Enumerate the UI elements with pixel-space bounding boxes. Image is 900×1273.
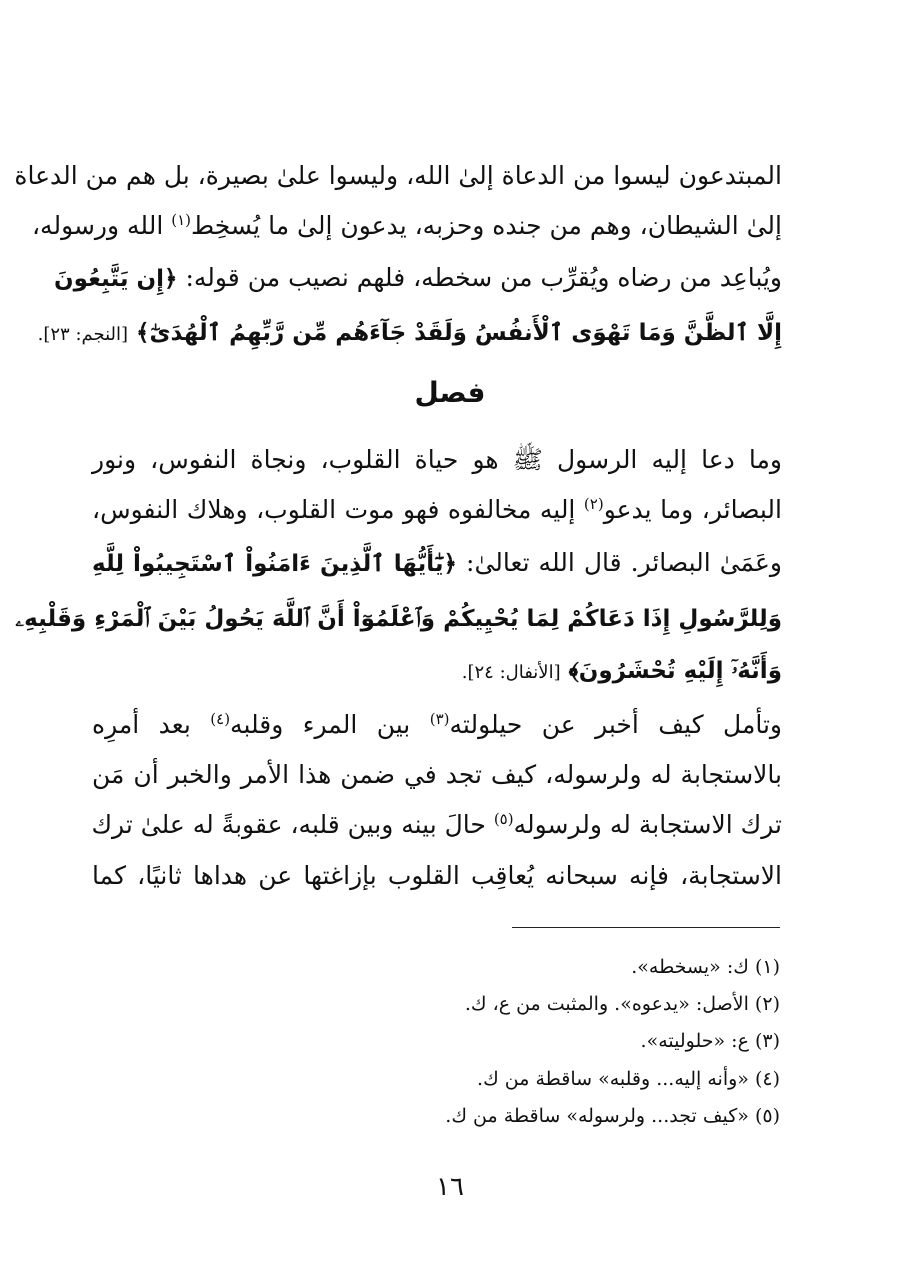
p2-line-1 bbox=[92, 440, 782, 480]
p3-line-2 bbox=[92, 755, 782, 795]
p1-line-3-text: ويُباعِد من رضاه ويُقرِّب من سخطه، فلهم نصيب من قوله: bbox=[185, 263, 782, 292]
p3-line-2-text: بالاستجابة له ولرسوله، كيف تجد في ضمن هذا الأمر والخبر أن مَن bbox=[92, 760, 782, 789]
footnote-5: (٥) «كيف تجد... ولرسوله» ساقطة من ك. bbox=[445, 1105, 780, 1127]
p3-line-3-text-b: حالَ بينه وبين قلبه، عقوبةً له علىٰ ترك bbox=[91, 810, 486, 839]
p1-line-2 bbox=[31, 206, 782, 246]
quran-verse-end: إِلَّا ٱلظَّنَّ وَمَا تَهْوَى ٱلْأَنفُسُ وَلَقَدْ جَآءَهُم مِّن رَّبِّهِمُ ٱلْهُدَىٰٓ﴾ bbox=[136, 320, 782, 346]
footnote-marker-1[interactable]: (١) bbox=[171, 211, 192, 229]
p3-line-1 bbox=[92, 705, 782, 745]
quran-verse-start: ﴿يَٰٓأَيُّهَا ٱلَّذِينَ ءَامَنُواْ ٱسْتَجِيبُواْ لِلَّهِ bbox=[92, 551, 457, 577]
verse-reference: [النجم: ٢٣]. bbox=[37, 324, 129, 345]
p3-line-1-text-b: بين المرء وقلبه bbox=[230, 710, 411, 739]
footnote-marker-2[interactable]: (٢) bbox=[583, 495, 604, 513]
footnote-marker-4[interactable]: (٤) bbox=[210, 710, 231, 728]
p3-line-1-text-c: بعد أمرِه bbox=[92, 710, 191, 739]
footnote-3: (٣) ع: «حلوليته». bbox=[640, 1030, 780, 1052]
p3-line-4-text: الاستجابة، فإنه سبحانه يُعاقِب القلوب بإزاغتها عن هداها ثانيًا، كما bbox=[92, 861, 782, 890]
footnote-4: (٤) «وأنه إليه... وقلبه» ساقطة من ك. bbox=[477, 1068, 780, 1090]
p1-line-4 bbox=[37, 312, 782, 355]
p1-line-1-text: المبتدعون ليسوا من الدعاة إلىٰ الله، وليسوا علىٰ بصيرة، بل هم من الدعاة bbox=[14, 161, 782, 190]
p1-line-3 bbox=[54, 258, 782, 299]
p3-line-4 bbox=[92, 856, 782, 896]
p1-line-2-text-b: الله ورسوله، bbox=[31, 211, 164, 240]
page-number: ١٦ bbox=[436, 1172, 464, 1202]
quran-verse-start: ﴿إِن يَتَّبِعُونَ bbox=[54, 266, 178, 292]
p2-line-4 bbox=[15, 598, 782, 639]
quran-verse-middle: وَلِلرَّسُولِ إِذَا دَعَاكُمْ لِمَا يُحْيِيكُمْ وَٱعْلَمُوٓاْ أَنَّ ٱللَّهَ يَحُولُ بَيْنَ ٱلْمَرْءِ وَقَلْبِهِۦ bbox=[15, 606, 782, 632]
p2-line-2-text-b: إليه مخالفوه فهو موت القلوب، وهلاك النفوس، bbox=[92, 495, 576, 524]
p2-line-2-text-a: البصائر، وما يدعو bbox=[603, 495, 782, 524]
footnote-2: (٢) الأصل: «يدعوه». والمثبت من ع، ك. bbox=[464, 993, 780, 1015]
p1-line-1 bbox=[14, 156, 782, 196]
p1-line-2-text-a: إلىٰ الشيطان، وهم من جنده وحزبه، يدعون إلىٰ ما يُسخِط bbox=[191, 211, 782, 240]
section-heading: فصل bbox=[414, 376, 486, 409]
p2-line-3-text: وعَمَىٰ البصائر. قال الله تعالىٰ: bbox=[466, 548, 782, 577]
footnote-1: (١) ك: «يسخطه». bbox=[631, 956, 780, 978]
p2-line-2 bbox=[92, 490, 782, 530]
p3-line-1-text-a: وتأمل كيف أخبر عن حيلولته bbox=[449, 710, 783, 739]
footnote-marker-5[interactable]: (٥) bbox=[493, 810, 514, 828]
p3-line-3 bbox=[92, 805, 782, 845]
footnote-marker-3[interactable]: (٣) bbox=[429, 710, 450, 728]
p3-line-3-text-a: ترك الاستجابة له ولرسوله bbox=[513, 810, 782, 839]
p2-line-1-text: وما دعا إليه الرسول ﷺ هو حياة القلوب، ونجاة النفوس، ونور bbox=[92, 445, 782, 474]
p2-line-3 bbox=[92, 543, 782, 584]
verse-reference: [الأنفال: ٢٤]. bbox=[461, 662, 561, 683]
p2-line-5 bbox=[92, 650, 782, 693]
quran-verse-end: وَأَنَّهُۥٓ إِلَيْهِ تُحْشَرُونَ﴾ bbox=[568, 658, 782, 684]
footnote-divider bbox=[512, 927, 780, 928]
